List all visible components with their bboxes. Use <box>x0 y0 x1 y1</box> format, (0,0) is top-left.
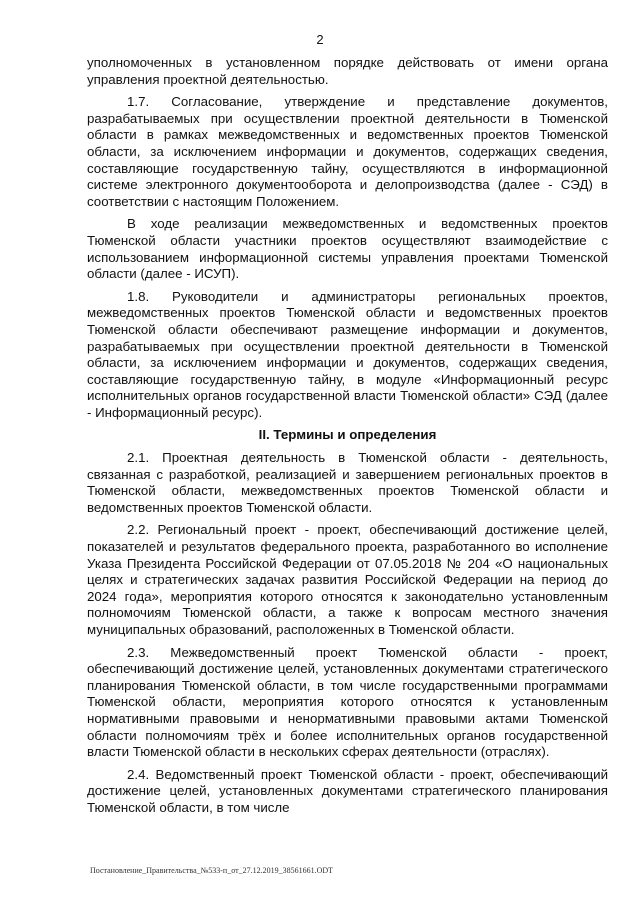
section-heading: II. Термины и определения <box>258 427 437 443</box>
document-body <box>87 55 608 823</box>
paragraph-continuation: уполномоченных в установленном порядке действовать от имени органа управления проектной деятельностью. <box>87 55 608 87</box>
page-number: 2 <box>316 32 324 47</box>
paragraph-2-2: 2.2. Региональный проект - проект, обеспечивающий достижение целей, показателей и результатов федерального проекта, разработанного во исполнение Указа Президента Российской Федерации от 07.05.2018 № 204 «О национальных целях и стратегических задачах развития Российской Федерации на период до 2024 года», мероприятия которого относятся к законодательно установленным полномочиям Тюменской области, а также к вопросам местного значения муниципальных образований, расположенных в Тюменской области. <box>87 522 608 637</box>
paragraph-2-4: 2.4. Ведомственный проект Тюменской области - проект, обеспечивающий достижение целей, установленных документами стратегического планирования Тюменской области, в том числе <box>87 766 608 815</box>
paragraph-2-1: 2.1. Проектная деятельность в Тюменской области - деятельность, связанная с разработкой, реализацией и завершением региональных проектов в Тюменской области, межведомственных проектов Тюменской области и ведомственных проектов Тюменской области. <box>87 450 608 515</box>
paragraph-isup: В ходе реализации межведомственных и ведомственных проектов Тюменской области участники проектов осуществляют взаимодействие с использованием информационной системы управления проектами Тюменской области (далее - ИСУП). <box>87 216 608 282</box>
paragraph-1-8: 1.8. Руководители и администраторы региональных проектов, межведомственных проектов Тюменской области и ведомственных проектов Тюменской области обеспечивают размещение информации и документов, разрабатываемых при осуществлении проектной деятельности в Тюменской области, за исключением информации и документов, содержащих сведения, составляющие государственную тайну, в модуле «Информационный ресурс исполнительных органов государственной власти Тюменской области» СЭД (далее - Информационный ресурс). <box>87 288 608 420</box>
paragraph-2-3: 2.3. Межведомственный проект Тюменской области - проект, обеспечивающий достижение целей, установленных документами стратегического планирования Тюменской области, в том числе государственными программами Тюменской области, мероприятия которого относятся к установленным нормативными правовыми и ненормативными правовыми актами Тюменской области полномочиям трёх и более исполнительных органов государственной власти Тюменской области в нескольких сферах деятельности (отраслях). <box>87 644 608 760</box>
document-footer: Постановление_Правительства_№533-п_от_27.12.2019_38561661.ODT <box>90 866 334 875</box>
paragraph-1-7: 1.7. Согласование, утверждение и представление документов, разрабатываемых при осуществлении проектной деятельности в Тюменской области в рамках межведомственных и ведомственных проектов Тюменской области, за исключением информации и документов, содержащих сведения, составляющие государственную тайну, осуществляются в информационной системе электронного документооборота и делопроизводства (далее - СЭД) в соответствии с настоящим Положением. <box>87 94 608 209</box>
